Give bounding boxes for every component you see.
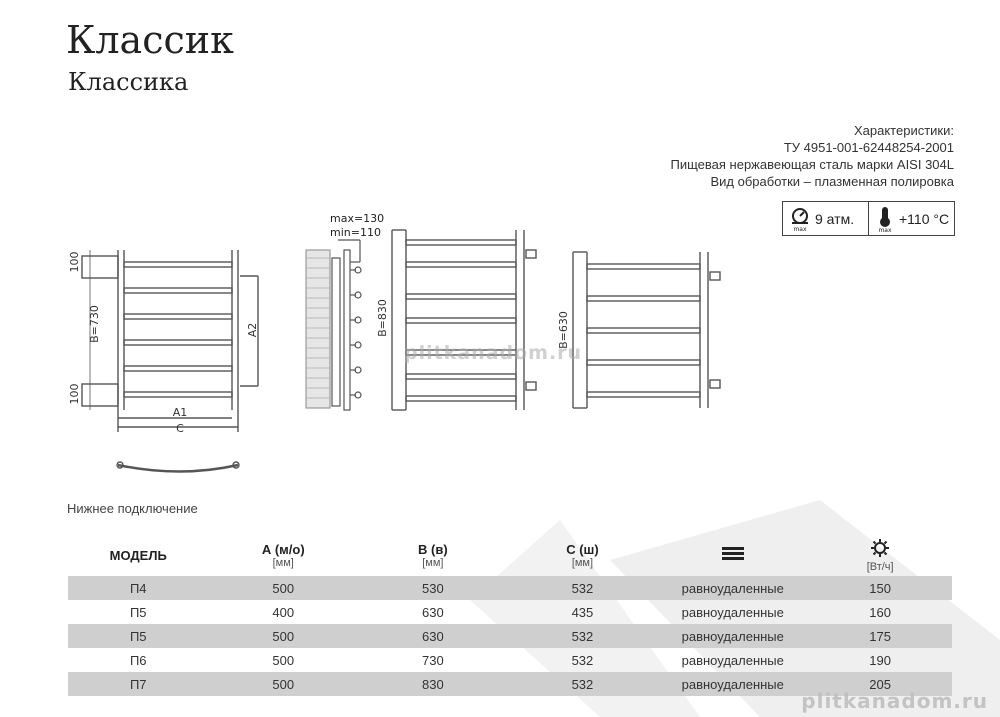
- models-table: [68, 534, 952, 696]
- specs-block: [671, 122, 954, 190]
- table-header-row: [68, 534, 952, 576]
- header-power: [808, 534, 952, 576]
- cell-power: 160: [869, 604, 891, 620]
- cell-a: 500: [272, 652, 295, 668]
- dim-b1-label: B=730: [88, 305, 101, 343]
- page-title: Классик: [66, 18, 234, 62]
- cell-b: 730: [421, 652, 444, 668]
- header-b-unit: [мм]: [422, 556, 444, 569]
- connection-label: Нижнее подключение: [67, 501, 198, 516]
- header-power-unit: [Вт/ч]: [866, 560, 894, 573]
- table-row: [68, 624, 952, 648]
- header-a-label: А (м/о): [261, 541, 305, 557]
- cell-b: 830: [358, 672, 508, 696]
- heat-sun-icon: [870, 538, 890, 558]
- cell-model: П6: [129, 652, 147, 668]
- header-model: МОДЕЛЬ: [109, 547, 167, 563]
- dim-b3-label: B=630: [557, 311, 570, 349]
- short-view-rails: [587, 264, 700, 397]
- cell-b: 530: [358, 576, 508, 600]
- technical-drawings: [0, 200, 1000, 480]
- side-min-label: min=110: [330, 226, 381, 239]
- header-c-label: С (ш): [566, 541, 599, 557]
- cell-model: П5: [68, 624, 208, 648]
- radiator-icon: [721, 545, 745, 563]
- pressure-value: 9 атм.: [815, 210, 855, 227]
- specs-standard: ТУ 4951-001-62448254-2001: [783, 140, 954, 155]
- header-a-unit: [мм]: [272, 556, 294, 569]
- cell-model: П4: [68, 576, 208, 600]
- cell-b: 630: [421, 604, 444, 620]
- short-view-drawing: [573, 252, 720, 408]
- tall-view-rails: [406, 240, 516, 401]
- dim-a1-label: A1: [172, 406, 188, 419]
- page-subtitle: Классика: [68, 68, 189, 96]
- cell-a: 500: [208, 672, 358, 696]
- side-view-drawing: [306, 240, 361, 410]
- side-view-brackets: [350, 267, 361, 398]
- cell-connection: равноудаленные: [657, 576, 808, 600]
- cell-a: 500: [208, 624, 358, 648]
- dim-top-label: 100: [68, 251, 81, 273]
- cell-model: П7: [68, 672, 208, 696]
- cell-power: 150: [808, 576, 952, 600]
- temperature-sub-label: max: [878, 226, 892, 233]
- dim-bottom-label: 100: [68, 383, 81, 405]
- cell-c: 435: [571, 604, 594, 620]
- header-a: [208, 534, 358, 576]
- specs-material: Пищевая нержавеющая сталь марки AISI 304L: [670, 157, 954, 172]
- header-connection: [657, 534, 808, 576]
- cell-connection: равноудаленные: [657, 624, 808, 648]
- watermark-corner: plitkanadom.ru: [801, 689, 988, 713]
- cell-connection: равноудаленные: [657, 672, 808, 696]
- cell-c: 532: [571, 652, 594, 668]
- front-view-drawing: [82, 250, 258, 472]
- dim-b2-label: B=830: [376, 299, 389, 337]
- dim-a2-label: A2: [246, 322, 259, 338]
- watermark-center: plitkanadom.ru: [404, 342, 583, 364]
- cell-power: 175: [808, 624, 952, 648]
- header-c: [508, 534, 658, 576]
- table-row: [68, 600, 952, 624]
- cell-connection: равноудаленные: [681, 604, 784, 620]
- specs-finish: Вид обработки – плазменная полировка: [710, 174, 954, 189]
- cell-a: 400: [272, 604, 295, 620]
- pressure-sub-label: max: [793, 225, 807, 232]
- dim-c-label: C: [176, 422, 184, 435]
- tall-view-drawing: [392, 230, 536, 410]
- header-b-label: В (в): [418, 541, 448, 557]
- temperature-value: +110 °С: [899, 210, 950, 227]
- cell-c: 532: [508, 672, 658, 696]
- cell-power: 205: [808, 672, 952, 696]
- cell-a: 500: [208, 576, 358, 600]
- table-row: [68, 576, 952, 600]
- cell-c: 532: [508, 624, 658, 648]
- cell-power: 190: [869, 652, 891, 668]
- specs-heading: Характеристики:: [853, 123, 954, 138]
- cell-c: 532: [508, 576, 658, 600]
- table-row: [68, 648, 952, 672]
- cell-connection: равноудаленные: [681, 652, 784, 668]
- cell-b: 630: [358, 624, 508, 648]
- header-b: [358, 534, 508, 576]
- front-view-rails: [124, 262, 232, 397]
- cell-model: П5: [129, 604, 147, 620]
- side-max-label: max=130: [330, 212, 385, 225]
- header-c-unit: [мм]: [571, 556, 594, 569]
